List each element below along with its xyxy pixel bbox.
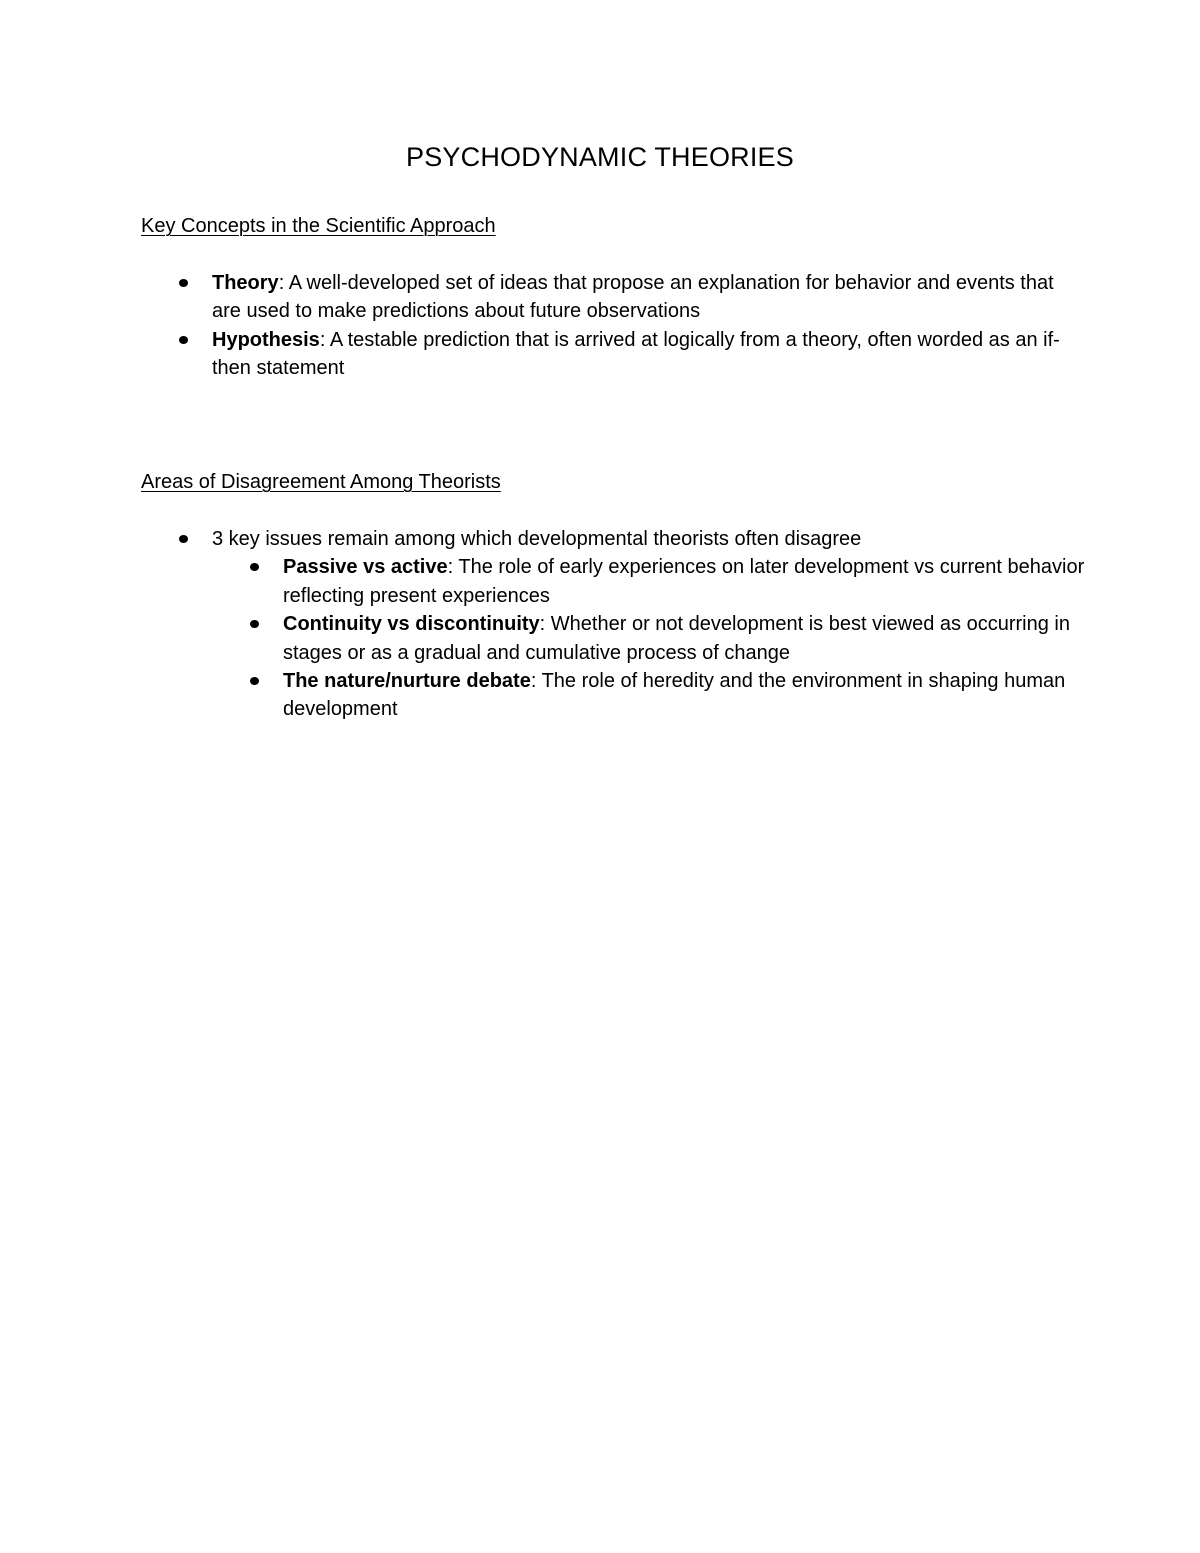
list-item-theory: [212, 269, 1072, 326]
key-concepts-list: [212, 269, 1072, 383]
definition-passive-active: The role of early experiences on later development vs current behavior reflecting present experiences: [283, 556, 1085, 607]
section-heading-key-concepts: Key Concepts in the Scientific Approach: [141, 215, 496, 237]
sublist-item-nature-nurture: [283, 667, 1092, 724]
term-nature-nurture: The nature/nurture debate: [283, 670, 531, 693]
term-continuity: Continuity vs discontinuity: [283, 613, 540, 636]
page-title: PSYCHODYNAMIC THEORIES: [406, 142, 794, 172]
definition-hypothesis: A testable prediction that is arrived at logically from a theory, often worded as an if-then statement: [212, 328, 1060, 380]
section-heading-disagreement: Areas of Disagreement Among Theorists: [141, 471, 501, 493]
bullet-icon: [179, 336, 188, 344]
definition-continuity: Whether or not development is best viewed as occurring in stages or as a gradual and cumulative process of change: [283, 613, 1070, 664]
sublist-item-continuity: [283, 610, 1092, 667]
key-issues-text: 3 key issues remain among which developmental theorists often disagree: [212, 528, 862, 550]
term-separator: :: [319, 328, 330, 351]
term-theory: Theory: [212, 272, 279, 294]
bullet-icon: [250, 563, 259, 571]
bullet-icon: [250, 620, 259, 628]
term-separator: :: [447, 556, 459, 579]
bullet-icon: [179, 535, 188, 543]
sublist-item-passive-active: [283, 553, 1092, 610]
term-separator: :: [278, 272, 289, 294]
list-item-key-issues: [212, 525, 1092, 724]
term-hypothesis: Hypothesis: [212, 328, 320, 351]
term-passive-active: Passive vs active: [283, 556, 448, 579]
term-separator: :: [539, 613, 551, 636]
disagreement-list: [212, 525, 1092, 724]
key-issues-sublist: [212, 553, 1092, 723]
bullet-icon: [179, 279, 188, 287]
list-item-hypothesis: [212, 326, 1072, 383]
definition-theory: A well-developed set of ideas that propose an explanation for behavior and events that are used to make predictions about future observations: [212, 272, 1054, 323]
term-separator: :: [530, 670, 542, 693]
definition-nature-nurture: The role of heredity and the environment in shaping human development: [283, 670, 1066, 721]
bullet-icon: [250, 677, 259, 685]
